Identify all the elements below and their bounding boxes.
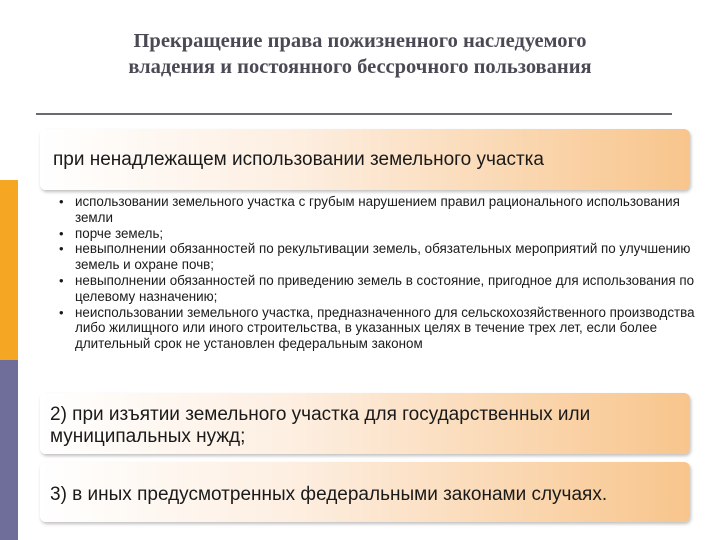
section-other-cases-text: 3) в иных предусмотренных федеральными законами случаях. (50, 484, 608, 505)
list-item-text: порче земель; (75, 225, 164, 241)
list-item: • порче земель; (59, 225, 164, 241)
list-item: • неиспользовании земельного участка, предназначенного для сельскохозяйственного производства либо жилищного или иного строительства, в указанных целях в течение трех лет, если более длительный срок не установлен федеральным законом (59, 304, 695, 352)
title-line-2: владения и постоянного бессрочного пользования (128, 56, 592, 78)
side-stripe-purple (0, 360, 18, 540)
slide-title (40, 28, 680, 80)
section-improper-use-heading: при ненадлежащем использовании земельного участка (53, 149, 544, 170)
side-stripe-orange (0, 180, 18, 360)
list-item-text: невыполнении обязанностей по рекультивации земель, обязательных мероприятий по улучшению земель и охране почв; (75, 241, 691, 273)
title-divider (36, 113, 672, 115)
section-seizure (40, 393, 690, 454)
list-item-text: использовании земельного участка с грубым нарушением правил рационального использования земли (75, 194, 680, 225)
title-line-1: Прекращение права пожизненного наследуемого (133, 30, 587, 52)
list-item: • невыполнении обязанностей по приведению земель в состояние, пригодное для использования по целевому назначению; (59, 272, 695, 304)
improper-use-list (57, 194, 697, 394)
section-improper-use (40, 129, 690, 190)
list-item-text: неиспользовании земельного участка, предназначенного для сельскохозяйственного производства либо жилищного или иного строительства, в указанных целях в течение трех лет, если более длительный срок не установлен федеральным законом (75, 304, 695, 352)
section-seizure-text: 2) при изъятии земельного участка для государственных или муниципальных нужд; (50, 404, 591, 447)
list-item: • невыполнении обязанностей по рекультивации земель, обязательных мероприятий по улучшению земель и охране почв; (59, 241, 691, 273)
list-item-text: невыполнении обязанностей по приведению земель в состояние, пригодное для использования по целевому назначению; (75, 272, 695, 304)
list-item: • использовании земельного участка с грубым нарушением правил рационального использования земли (59, 194, 680, 225)
section-other-cases (40, 462, 690, 522)
side-stripe-top (0, 0, 18, 180)
